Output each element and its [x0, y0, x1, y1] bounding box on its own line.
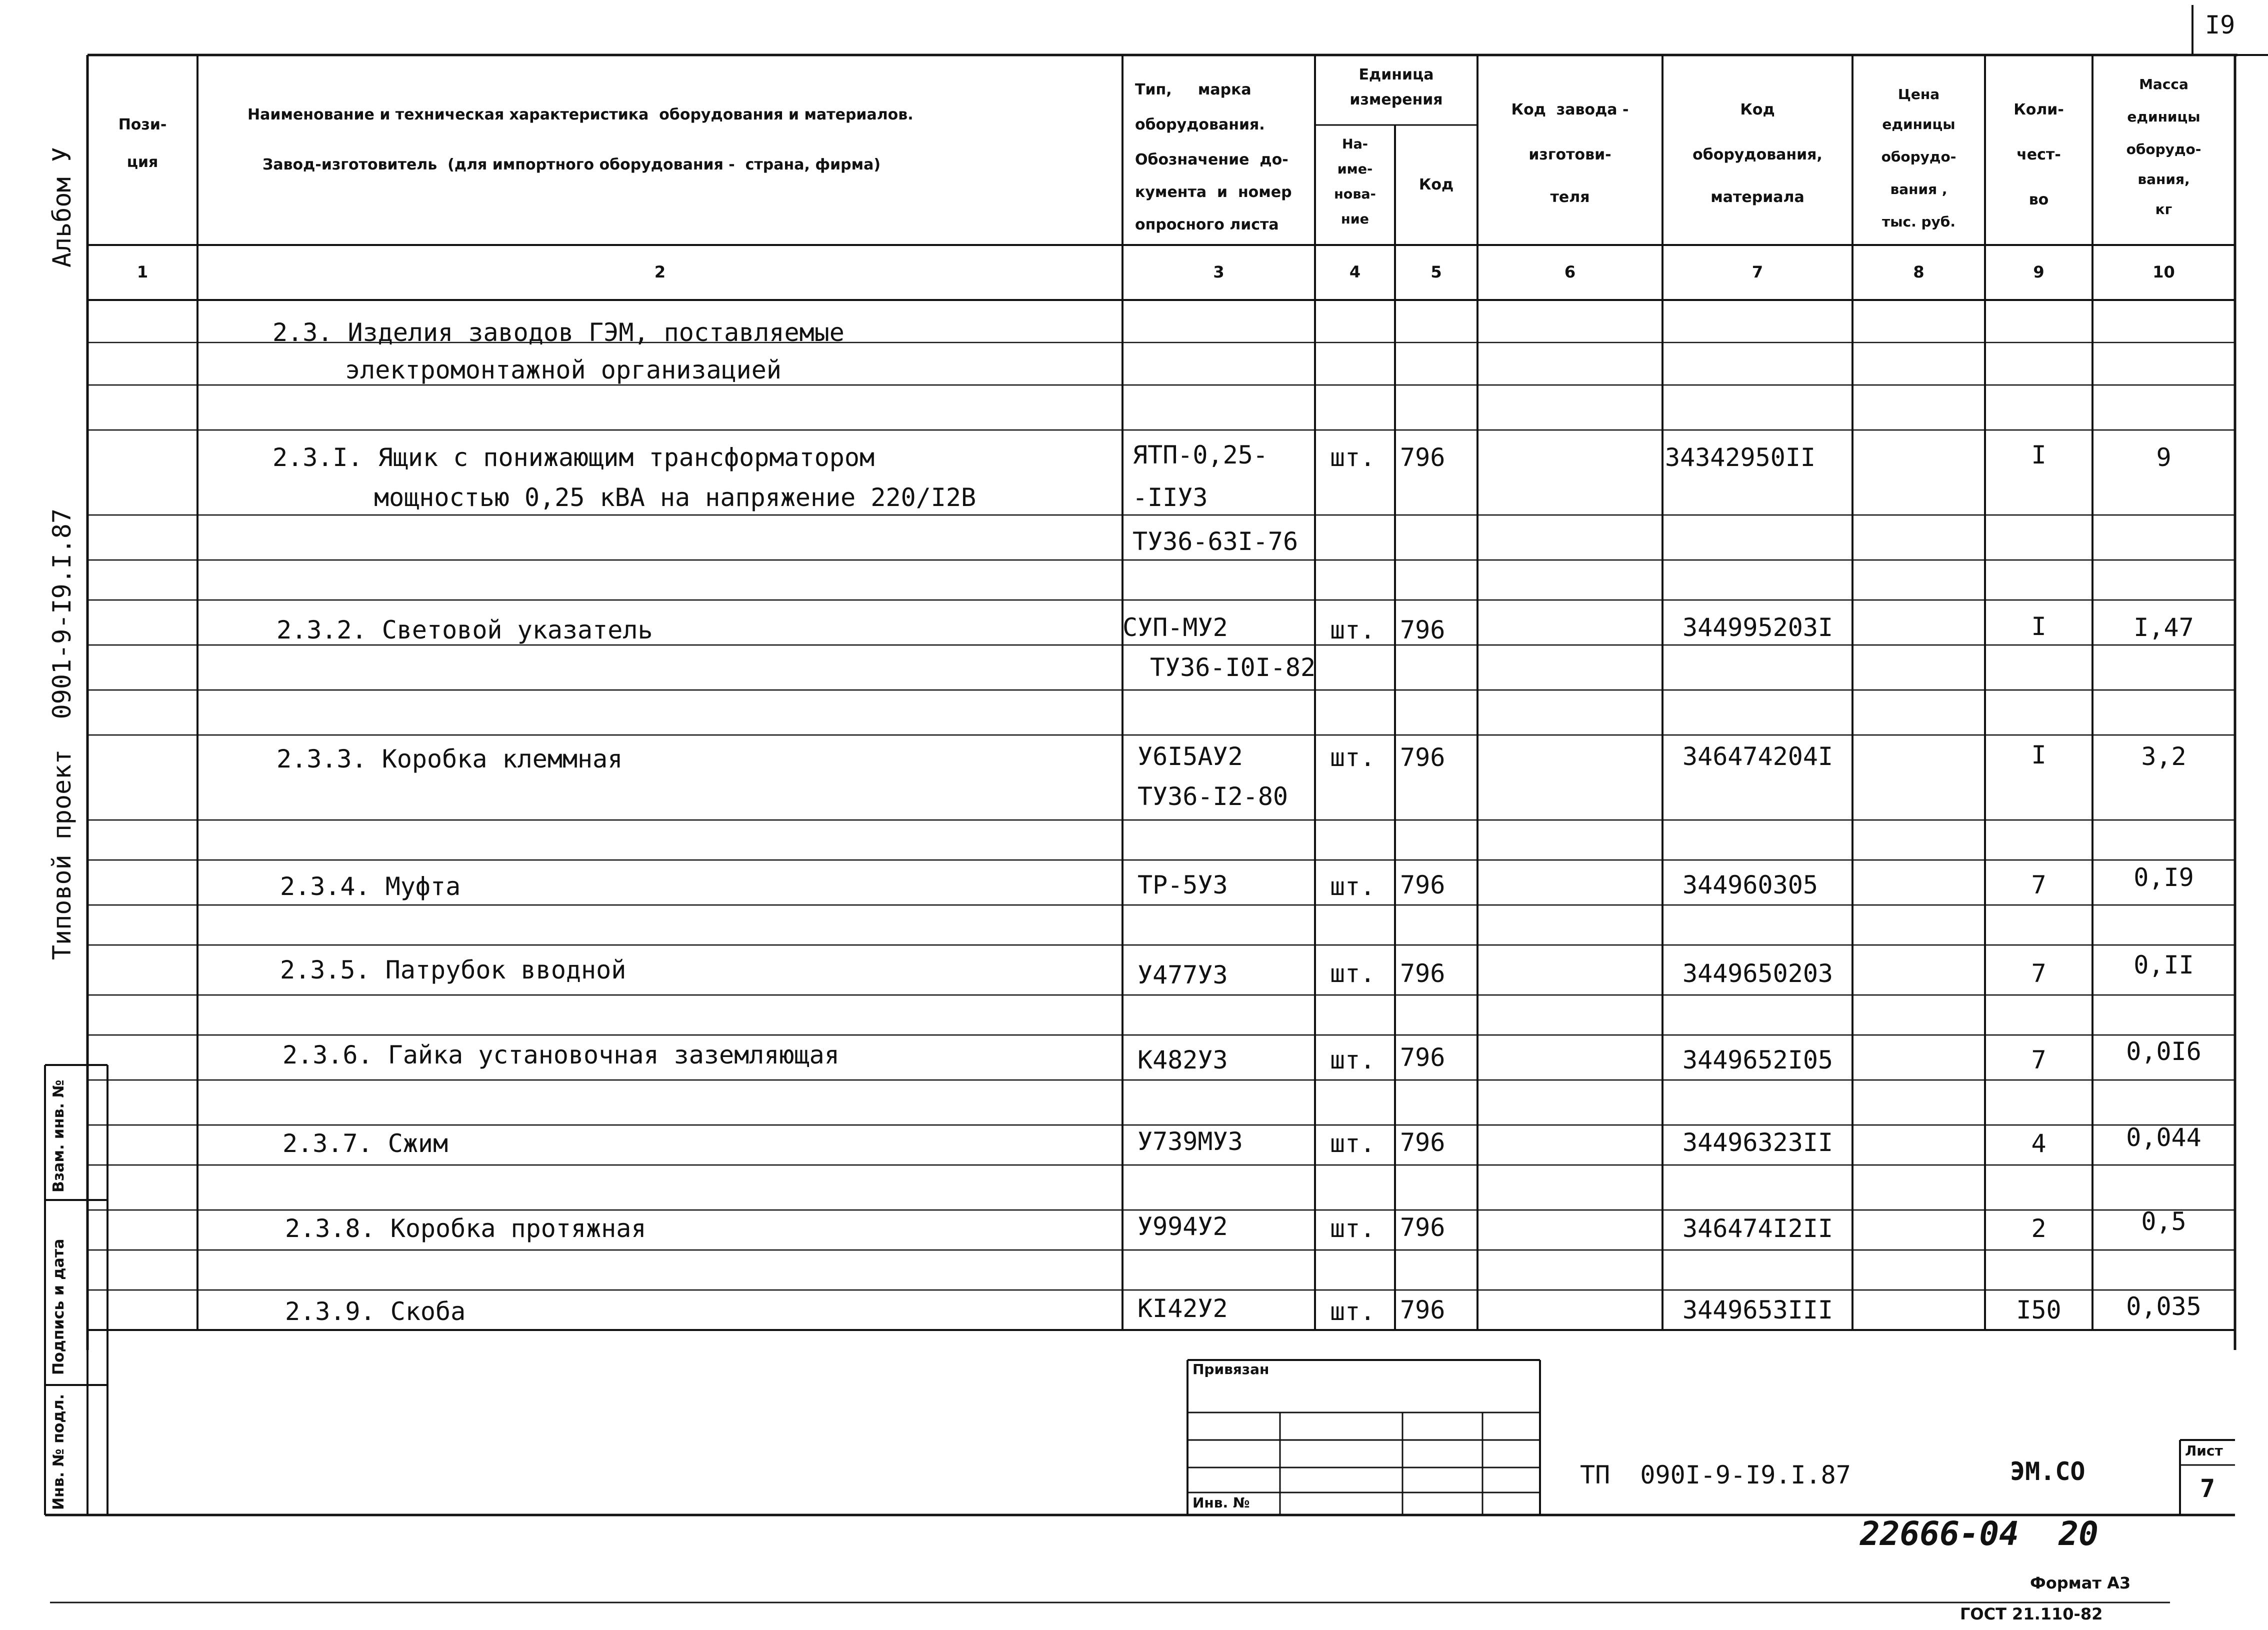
item-1-mass: 9	[2156, 443, 2172, 472]
header-col1-l1: Пози-	[118, 116, 167, 134]
header-col6-l2: изготови-	[1528, 146, 1612, 164]
section-title-line2: электромонтажной организацией	[345, 356, 782, 384]
col-number-10: 10	[2152, 262, 2175, 282]
item-6-name: 2.3.6. Гайка установочная заземляющая	[282, 1040, 840, 1070]
header-col10-l2: единицы	[2127, 108, 2200, 125]
item-9-code: 796	[1400, 1296, 1446, 1324]
item-9-mass: 0,035	[2126, 1292, 2202, 1321]
item-3-type-l2: ТУ36-I2-80	[1138, 782, 1288, 811]
item-1-name-l2: мощностью 0,25 кВА на напряжение 220/I2В	[374, 483, 976, 512]
col-number-4: 4	[1349, 262, 1361, 282]
item-1-type-l2: -IIУЗ	[1132, 483, 1208, 512]
item-7-type: У739МУЗ	[1138, 1127, 1243, 1156]
item-2-unit: шт.	[1330, 616, 1376, 644]
header-col7-l2: оборудования,	[1692, 146, 1822, 164]
item-9-material-code: 3449653III	[1682, 1296, 1834, 1324]
stamp-sheet-number: 7	[2200, 1474, 2216, 1503]
item-9-unit: шт.	[1330, 1297, 1376, 1326]
item-7-material-code: 34496323II	[1682, 1128, 1834, 1157]
section-title-line1: 2.3. Изделия заводов ГЭМ, поставляемые	[272, 318, 844, 347]
item-1-type-l1: ЯТП-0,25-	[1132, 440, 1268, 470]
item-3-code: 796	[1400, 743, 1446, 772]
item-5-code: 796	[1400, 959, 1446, 988]
item-8-unit: шт.	[1330, 1214, 1376, 1243]
header-col10-l1: Масса	[2139, 76, 2188, 92]
item-5-name: 2.3.5. Патрубок вводной	[280, 956, 626, 984]
item-6-qty: 7	[2031, 1046, 2046, 1074]
col-number-9: 9	[2033, 262, 2044, 282]
item-8-type: У994У2	[1138, 1212, 1228, 1241]
stamp-sheet-label: Лист	[2185, 1442, 2223, 1459]
header-col4-l3: нова-	[1334, 186, 1376, 202]
item-4-material-code: 344960305	[1682, 870, 1818, 900]
col-number-8: 8	[1913, 262, 1924, 282]
item-3-type-l1: У6I5АУ2	[1138, 742, 1243, 771]
item-4-code: 796	[1400, 870, 1446, 900]
sheet-corner-number: I9	[2205, 10, 2236, 40]
item-4-type: ТР-5УЗ	[1138, 870, 1228, 900]
item-4-name: 2.3.4. Муфта	[280, 872, 461, 901]
stamp-label-replace-inv: Взам. инв. №	[50, 1080, 68, 1192]
format-label: Формат А3	[2030, 1574, 2131, 1592]
stamp-label-sign-date: Подпись и дата	[50, 1238, 68, 1375]
item-1-qty: I	[2031, 440, 2046, 470]
stamp-designation: ТП 090I-9-I9.I.87	[1580, 1460, 1851, 1490]
header-unit-l2: измерения	[1350, 91, 1443, 108]
item-3-mass: 3,2	[2141, 742, 2186, 771]
header-col2-l2: Завод-изготовитель (для импортного оборудования - страна, фирма)	[262, 156, 881, 174]
header-col3-l3: Обозначение до-	[1135, 151, 1288, 168]
item-9-name: 2.3.9. Скоба	[285, 1297, 466, 1326]
header-col10-l4: вания,	[2138, 171, 2190, 188]
header-unit-l1: Единица	[1358, 66, 1434, 84]
item-7-mass: 0,044	[2126, 1123, 2202, 1152]
header-col10-l3: оборудо-	[2126, 141, 2202, 158]
stamp-label-inv-orig: Инв. № подл.	[50, 1394, 68, 1510]
col-number-2: 2	[654, 262, 666, 282]
header-col6-l1: Код завода -	[1511, 101, 1629, 118]
header-col4-l1: На-	[1342, 136, 1368, 152]
item-6-code: 796	[1400, 1043, 1446, 1072]
item-5-mass: 0,II	[2134, 950, 2194, 980]
album-label: Альбом У	[48, 147, 76, 268]
header-col9-l1: Коли-	[2014, 101, 2064, 118]
item-2-material-code: 344995203I	[1682, 613, 1834, 642]
item-7-code: 796	[1400, 1128, 1446, 1157]
item-4-mass: 0,I9	[2134, 863, 2194, 892]
item-9-qty: I50	[2016, 1296, 2062, 1324]
header-col3-l2: оборудования.	[1135, 116, 1265, 134]
col-number-3: 3	[1213, 262, 1224, 282]
col-number-5: 5	[1430, 262, 1442, 282]
col-number-7: 7	[1752, 262, 1764, 282]
item-2-mass: I,47	[2134, 613, 2194, 642]
header-col3-l5: опросного листа	[1135, 216, 1279, 234]
item-1-name-l1: 2.3.I. Ящик с понижающим трансформатором	[272, 443, 875, 472]
item-2-name: 2.3.2. Световой указатель	[276, 616, 653, 644]
project-label: Типовой проект 0901-9-I9.I.87	[48, 508, 76, 960]
handwritten-number: 22666-04 20	[1860, 1514, 2098, 1553]
item-5-unit: шт.	[1330, 959, 1376, 988]
item-5-type: У477УЗ	[1138, 960, 1228, 990]
item-5-qty: 7	[2031, 959, 2046, 988]
item-8-mass: 0,5	[2141, 1207, 2186, 1236]
header-col4-l2: име-	[1337, 162, 1373, 177]
header-col9-l2: чест-	[2016, 146, 2061, 164]
item-2-qty: I	[2031, 612, 2046, 641]
item-8-material-code: 346474I2II	[1682, 1214, 1834, 1243]
header-col1-l2: ция	[126, 154, 158, 171]
header-col4-l4: ние	[1341, 212, 1369, 227]
item-2-type-l2: ТУ36-I0I-82	[1150, 653, 1316, 682]
header-col9-l3: во	[2028, 191, 2049, 208]
item-2-type-l1: СУП-МУ2	[1122, 613, 1228, 642]
gost-label: ГОСТ 21.110-82	[1960, 1604, 2103, 1624]
header-col8-l2: единицы	[1882, 116, 1956, 132]
item-8-code: 796	[1400, 1213, 1446, 1242]
item-8-name: 2.3.8. Коробка протяжная	[285, 1214, 646, 1243]
item-7-qty: 4	[2031, 1129, 2046, 1158]
item-6-unit: шт.	[1330, 1046, 1376, 1074]
item-6-type: К482УЗ	[1138, 1046, 1228, 1074]
stamp-bound-label: Привязан	[1192, 1361, 1270, 1378]
item-7-unit: шт.	[1330, 1129, 1376, 1158]
item-9-type: КI42У2	[1138, 1294, 1228, 1323]
header-col8-l4: вания ,	[1890, 181, 1948, 198]
item-3-name: 2.3.3. Коробка клеммная	[276, 744, 623, 774]
header-col5: Код	[1418, 176, 1454, 194]
item-4-unit: шт.	[1330, 872, 1376, 901]
item-1-type-l3: ТУ36-63I-76	[1132, 527, 1298, 556]
col-number-6: 6	[1564, 262, 1576, 282]
item-7-name: 2.3.7. Сжим	[282, 1129, 448, 1158]
item-4-qty: 7	[2031, 870, 2046, 900]
col-number-1: 1	[136, 262, 148, 282]
header-col8-l1: Цена	[1898, 86, 1940, 102]
item-3-qty: I	[2031, 740, 2046, 770]
item-6-mass: 0,0I6	[2126, 1037, 2202, 1066]
item-5-material-code: 3449650203	[1682, 959, 1834, 988]
item-1-code: 796	[1400, 443, 1446, 472]
stamp-inv-label: Инв. №	[1192, 1494, 1250, 1511]
header-col7-l3: материала	[1710, 188, 1804, 206]
item-6-material-code: 3449652I05	[1682, 1046, 1834, 1074]
stamp-doc-code: ЭМ.СО	[2010, 1457, 2086, 1486]
item-8-qty: 2	[2031, 1214, 2046, 1243]
header-col8-l3: оборудо-	[1881, 148, 1956, 165]
header-col7-l1: Код	[1740, 101, 1775, 118]
header-col3-l4: кумента и номер	[1135, 184, 1292, 201]
header-col8-l5: тыс. руб.	[1882, 214, 1956, 230]
item-3-unit: шт.	[1330, 743, 1376, 772]
header-col10-l5: кг	[2155, 201, 2172, 218]
header-col2-l1: Наименование и техническая характеристика оборудования и материалов.	[248, 106, 914, 124]
item-1-material-code: 34342950II	[1665, 443, 1816, 472]
item-3-material-code: 346474204I	[1682, 742, 1834, 771]
header-col3-l1: Тип, марка	[1135, 81, 1252, 98]
header-col6-l3: теля	[1550, 188, 1590, 206]
item-2-code: 796	[1400, 616, 1446, 644]
item-1-unit: шт.	[1330, 443, 1376, 472]
